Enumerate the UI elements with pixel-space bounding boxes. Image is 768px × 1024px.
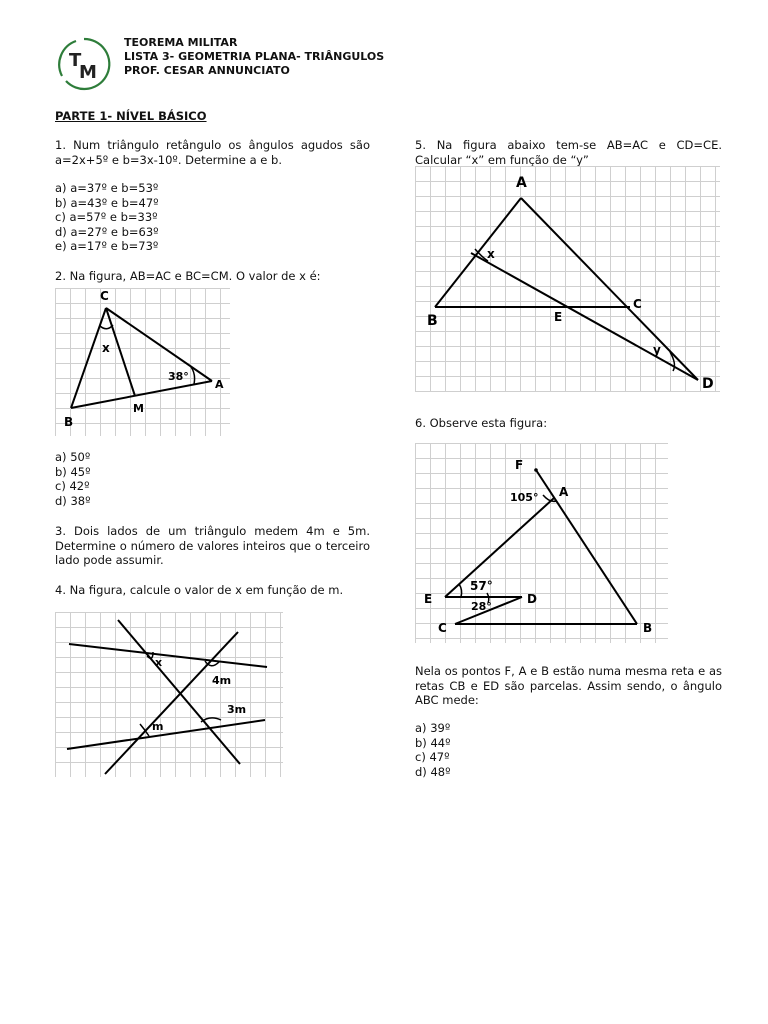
q2-option: d) 38º: [55, 493, 91, 508]
q6-option: d) 48º: [415, 764, 451, 779]
q6-figure: [415, 443, 668, 643]
q6-angle-57: 57°: [470, 579, 493, 593]
q4-text: 4. Na figura, calcule o valor de x em função de m.: [55, 583, 344, 597]
logo-emblem: [56, 36, 112, 92]
q4-label-3m: 3m: [227, 703, 247, 716]
q6-label-c: C: [438, 621, 447, 635]
logo-letter-t: T: [69, 50, 82, 71]
q2-option: c) 42º: [55, 479, 90, 493]
q5-figure: [415, 166, 720, 392]
q6-label-d: D: [527, 592, 537, 606]
q1-option: e) a=17º e b=73º: [55, 239, 159, 253]
q2-option: b) 45º: [55, 464, 91, 479]
header-line-1: TEOREMA MILITAR: [124, 36, 238, 49]
q2-option: a) 50º: [55, 450, 91, 464]
q2-label-b: B: [64, 415, 74, 429]
q6-label-b: B: [643, 621, 653, 635]
q5-label-y: y: [653, 343, 661, 357]
q6-angle-28: 28°: [471, 600, 492, 613]
q1-text: 1. Num triângulo retângulo os ângulos agudos são a=2x+5º e b=3x-10º. Determine a e b.: [55, 138, 370, 167]
q4-figure: [55, 612, 283, 777]
q3-text: 3. Dois lados de um triângulo medem 4m e 5m. Determine o número de valores inteiros que o terceiro lado pode assumir.: [55, 524, 370, 567]
q1-options: [55, 181, 159, 254]
q5-label-e: E: [554, 310, 563, 324]
q5-text: 5. Na figura abaixo tem-se AB=AC e CD=CE. Calcular “x” em função de “y”: [415, 138, 722, 167]
q5-label-b: B: [427, 313, 438, 329]
q2-options: [55, 450, 91, 508]
q2-text: 2. Na figura, AB=AC e BC=CM. O valor de x é:: [55, 269, 321, 283]
q4-label-4m: 4m: [212, 674, 232, 687]
q1-option: c) a=57º e b=33º: [55, 210, 158, 224]
q2-label-m: M: [133, 402, 144, 415]
header-line-3: PROF. CESAR ANNUNCIATO: [124, 64, 290, 77]
q6-label-a: A: [559, 485, 569, 499]
section-title: PARTE 1- NÍVEL BÁSICO: [55, 109, 207, 123]
q6-options: [415, 721, 451, 779]
q6-angle-105: 105°: [510, 491, 539, 504]
q5-label-x: x: [487, 247, 495, 261]
q1-option: b) a=43º e b=47º: [55, 195, 159, 210]
q4-label-m: m: [152, 720, 164, 733]
header-line-2: LISTA 3- GEOMETRIA PLANA- TRIÂNGULOS: [124, 50, 385, 63]
q5-label-a: A: [516, 175, 527, 191]
header-block: [124, 36, 384, 78]
q5-label-d: D: [702, 376, 714, 392]
q6-option: c) 47º: [415, 750, 450, 764]
logo-letter-m: M: [79, 62, 97, 83]
q6-option: b) 44º: [415, 735, 451, 750]
q5-label-c: C: [633, 297, 642, 311]
q2-angle-label: 38°: [168, 370, 189, 383]
q1-option: a) a=37º e b=53º: [55, 181, 159, 195]
q6-option: a) 39º: [415, 721, 451, 735]
q6-label-f: F: [515, 458, 524, 472]
q2-figure: [55, 288, 230, 436]
q1-option: d) a=27º e b=63º: [55, 224, 159, 239]
q4-label-x: x: [155, 656, 163, 669]
q2-label-c: C: [100, 289, 109, 303]
q6-label-e: E: [424, 592, 433, 606]
q6-text: 6. Observe esta figura:: [415, 416, 548, 430]
q6-text-2: Nela os pontos F, A e B estão numa mesma reta e as retas CB e ED são parcelas. Assim sendo, o ângulo ABC mede:: [415, 664, 722, 707]
logo: [56, 36, 112, 92]
q2-label-a: A: [215, 378, 224, 391]
q2-label-x: x: [102, 341, 110, 355]
